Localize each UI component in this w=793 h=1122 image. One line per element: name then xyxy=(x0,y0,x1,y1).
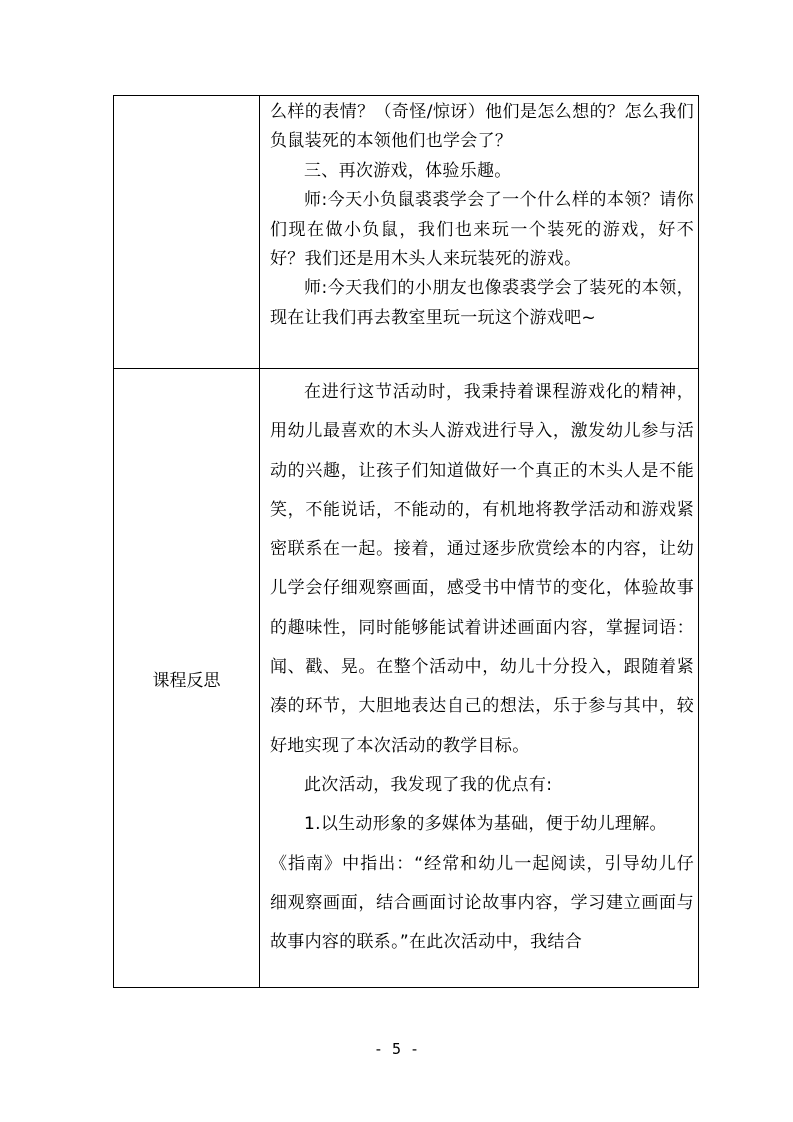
reflection-content-cell xyxy=(260,369,699,988)
page-number: - 5 - xyxy=(373,1040,420,1058)
reflection-paragraph: 此次活动，我发现了我的优点有: xyxy=(304,774,553,795)
reflection-label: 课程反思 xyxy=(152,670,221,691)
reflection-paragraph: 《指南》中指出：“经常和幼儿一起阅读，引导幼儿仔细观察画面，结合画面讨论故事内容，学习建立画面与故事内容的联系。”在此次活动中，我结合 xyxy=(270,853,694,953)
row-label-cell xyxy=(114,96,260,369)
table-row-activity xyxy=(114,96,699,369)
activity-paragraph: 么样的表情？（奇怪/惊讶）他们是怎么想的？怎么我们负鼠装死的本领他们也学会了？ xyxy=(270,102,694,152)
activity-paragraph: 师:今天小负鼠裘裘学会了一个什么样的本领？请你们现在做小负鼠，我们也来玩一个装死的游戏，好不好？我们还是用木头人来玩装死的游戏。 xyxy=(270,190,694,270)
reflection-paragraph: 1.以生动形象的多媒体为基础，便于幼儿理解。 xyxy=(304,814,667,835)
activity-paragraph: 师:今天我们的小朋友也像裘裘学会了装死的本领，现在让我们再去教室里玩一玩这个游戏吧~ xyxy=(270,278,694,328)
activity-content-cell xyxy=(260,96,699,369)
row-label-cell xyxy=(114,369,260,988)
lesson-plan-table xyxy=(113,95,699,988)
activity-section-heading: 三、再次游戏，体验乐趣。 xyxy=(304,160,512,181)
reflection-paragraph: 在进行这节活动时，我秉持着课程游戏化的精神，用幼儿最喜欢的木头人游戏进行导入，激发幼儿参与活动的兴趣，让孩子们知道做好一个真正的木头人是不能笑，不能说话，不能动的，有机地将教学活动和游戏紧密联系在一起。接着，通过逐步欣赏绘本的内容，让幼儿学会仔细观察画面，感受书中情节的变化，体验故事的趣味性，同时能够能试着讲述画面内容，掌握词语：闻、戳、晃。在整个活动中，幼儿十分投入，跟随着紧凑的环节，大胆地表达自己的想法，乐于参与其中，较好地实现了本次活动的教学目标。 xyxy=(270,382,694,756)
table-row-reflection xyxy=(114,369,699,988)
